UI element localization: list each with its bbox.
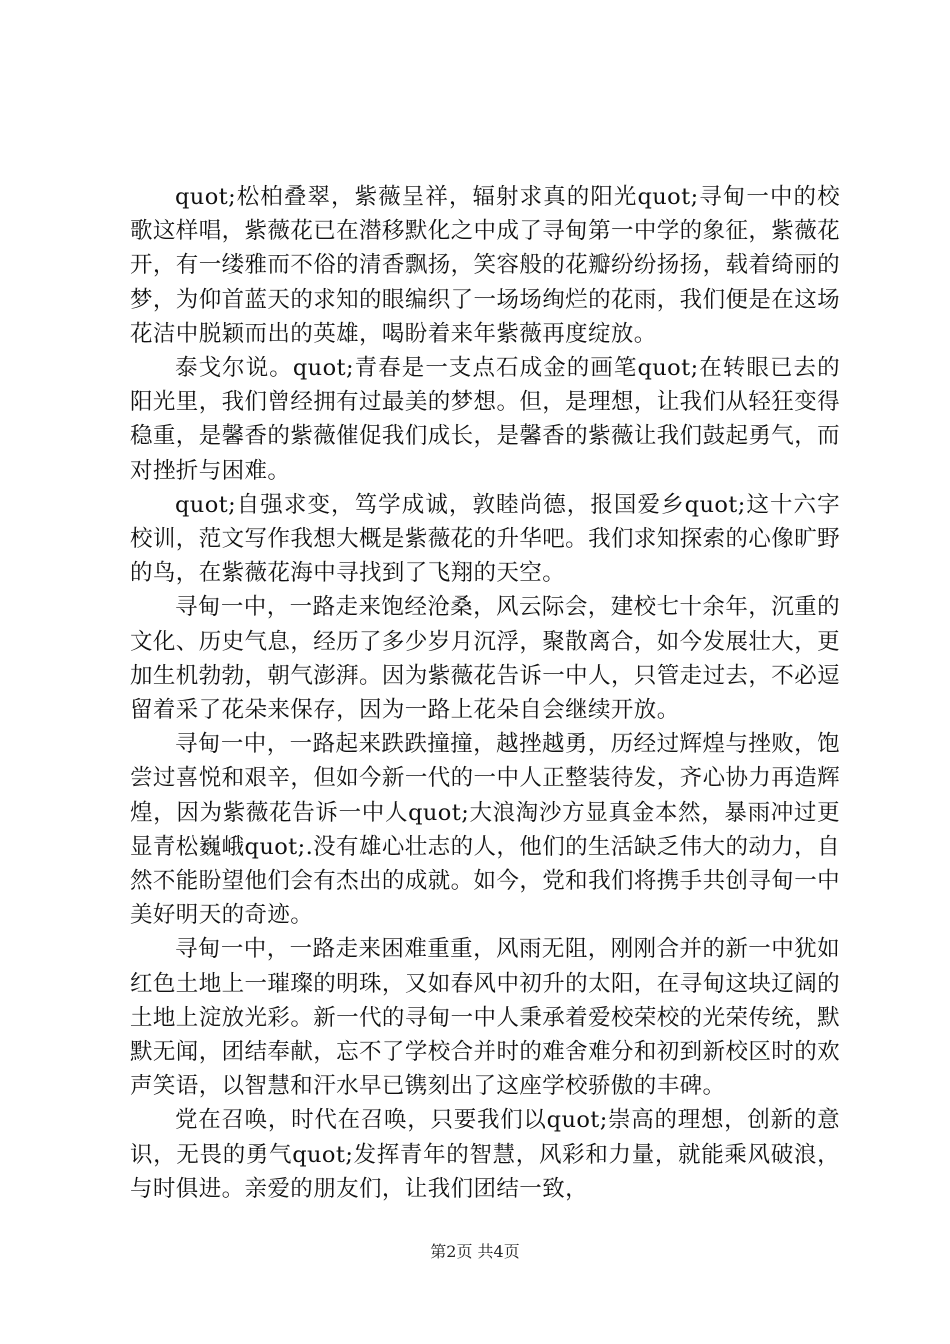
paragraph-1: quot;松柏叠翠，紫薇呈祥，辐射求真的阳光quot;寻甸一中的校歌这样唱，紫薇花已在潜移默化之中成了寻甸第一中学的象征，紫薇花开，有一缕雅而不俗的清香飘扬，笑容般的花瓣纷纷扬扬，载着绮丽的梦，为仰首蓝天的求知的眼编织了一场场绚烂的花雨，我们便是在这场花洁中脱颖而出的英雄，喝盼着来年紫薇再度绽放。 [130, 184, 840, 347]
paragraph-6: 寻甸一中，一路走来困难重重，风雨无阻，刚刚合并的新一中犹如红色土地上一璀璨的明珠，又如春风中初升的太阳，在寻甸这块辽阔的土地上淀放光彩。新一代的寻甸一中人秉承着爱校荣校的光荣传统，默默无闻，团结奉献，忘不了学校合并时的难舍难分和初到新校区时的欢声笑语，以智慧和汗水早已镌刻出了这座学校骄傲的丰碑。 [130, 936, 840, 1100]
paragraph-2: 泰戈尔说。quot;青春是一支点石成金的画笔quot;在转眼已去的阳光里，我们曾经拥有过最美的梦想。但，是理想，让我们从轻狂变得稳重，是馨香的紫薇催促我们成长，是馨香的紫薇让我们鼓起勇气，而对挫折与困难。 [130, 355, 840, 484]
paragraph-4: 寻甸一中，一路走来饱经沧桑，风云际会，建校七十余年，沉重的文化、历史气息，经历了多少岁月沉浮，聚散离合，如今发展壮大，更加生机勃勃，朝气澎湃。因为紫薇花告诉一中人，只管走过去，不必逗留着采了花朵来保存，因为一路上花朵自会继续开放。 [130, 594, 840, 724]
paragraph-5: 寻甸一中，一路起来跌跌撞撞，越挫越勇，历经过辉煌与挫败，饱尝过喜悦和艰辛，但如今新一代的一中人正整装待发，齐心协力再造辉煌，因为紫薇花告诉一中人quot;大浪淘沙方显真金本然，暴雨冲过更显青松巍峨quot;.没有雄心壮志的人，他们的生活缺乏伟大的动力，自然不能盼望他们会有杰出的成就。如今，党和我们将携手共创寻甸一中美好明天的奇迹。 [130, 731, 840, 929]
paragraph-7: 党在召唤，时代在召唤，只要我们以quot;崇高的理想，创新的意识，无畏的勇气quot;发挥青年的智慧，风彩和力量，就能乘风破浪，与时俱进。亲爱的朋友们，让我们团结一致， [130, 1107, 840, 1202]
page-footer: 第2页 共4页 [430, 1242, 520, 1261]
document-body [130, 180, 840, 1206]
paragraph-3: quot;自强求变，笃学成诚，敦睦尚德，报国爱乡quot;这十六字校训，范文写作我想大概是紫薇花的升华吧。我们求知探索的心像旷野的鸟，在紫薇花海中寻找到了飞翔的天空。 [130, 491, 840, 587]
